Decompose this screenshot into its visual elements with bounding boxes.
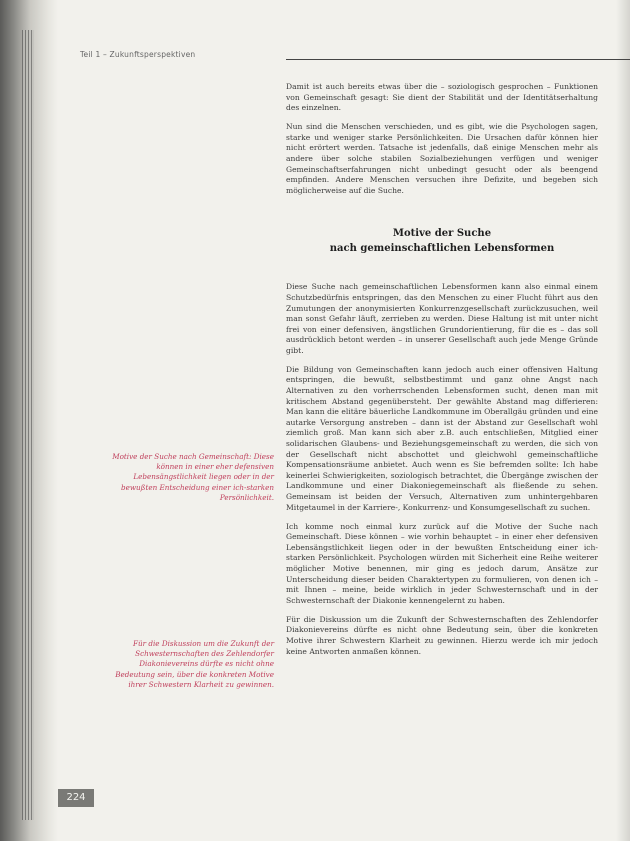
running-title: Teil 1 – Zukunftsperspektiven (80, 50, 196, 59)
section-heading-line-2: nach gemeinschaftlichen Lebensformen (329, 243, 555, 255)
running-header (80, 50, 600, 62)
margin-note-2: Für die Diskussion um die Zukunft der Schwesternschaften des Zehlendorfer Diakonievereins dürfte es nicht ohne Bedeutung sein, über die konkreten Motive ihrer Schwestern Klarheit zu gewinnen. (115, 639, 274, 689)
margin-note-1: Motive der Suche nach Gemeinschaft: Diese können in einer eher defensiven Lebensängstlichkeit liegen oder in der bewußten Entscheidung einer ich-starken Persönlichkeit. (112, 452, 274, 502)
page-edge-shadow (616, 0, 630, 841)
main-text-column (286, 82, 598, 665)
header-rule (286, 59, 630, 60)
body-paragraph: Ich komme noch einmal kurz zurück auf die Motive der Suche nach Gemeinschaft. Diese können – wie vorhin behauptet – in einer eher defensiven Lebensängstlichkeit liegen oder in der bewußten Entscheidung einer ich-starken Persönlichkeit. Psychologen würden mit Sicherheit eine Reihe weiterer möglicher Motive benennen, mir ging es jedoch darum, Ansätze zur Unterscheidung dieser beiden Charaktertypen zu formulieren, von denen ich – mit Ihnen – meine, beide wirklich in jeder Schwesternschaft und in der Schwesternschaft der Diakonie kennengelernt zu haben. (286, 521, 598, 605)
body-paragraph: Für die Diskussion um die Zukunft der Schwesternschaften des Zehlendorfer Diakonievereins dürfte es nicht ohne Bedeutung sein, über die konkreten Motive ihrer Schwestern Klarheit zu gewinnen. Hierzu werde ich mir jedoch keine Antworten anmaßen können. (286, 614, 598, 656)
page-number: 224 (58, 789, 94, 807)
body-paragraph: Damit ist auch bereits etwas über die – soziologisch gesprochen – Funktionen von Gemeinschaft gesagt: Sie dient der Stabilität und der Identitätserhaltung des einzelnen. (286, 82, 598, 113)
body-paragraph: Diese Suche nach gemeinschaftlichen Lebensformen kann also einmal einem Schutzbedürfnis entspringen, das den Menschen zu einer Flucht führt aus den Zumutungen der anonymisierten Konkurrenzgesellschaft zurückzusuchen, weil man sonst Gefahr läuft, zerrieben zu werden. Diese Haltung ist mit unter nicht frei von einer defensiven, ängstlichen Grundorientierung, für die es – das soll ausdrücklich betont werden – in unserer Gesellschaft auch jede Menge Gründe gibt. (286, 282, 598, 355)
section-heading (286, 226, 598, 256)
section-heading-line-1: Motive der Suche (392, 228, 492, 240)
body-paragraph: Die Bildung von Gemeinschaften kann jedoch auch einer offensiven Haltung entspringen, die bewußt, selbstbestimmt und ganz ohne Angst nach Alternativen zu den vorherrschenden Lebensformen sucht, denen man mit kritischem Abstand gegenübersteht. Der gewählte Abstand mag differieren: Man kann die elitäre bäuerliche Landkommune im Oberallgäu gründen und eine autarke Versorgung anstreben – dann ist der Abstand zur Gesellschaft wohl ziemlich groß. Man kann sich aber z.B. auch entschließen, Mitglied einer solidarischen Glaubens- und Beziehungsgemeinschaft zu werden, die sich von der Gesellschaft nicht abschottet und gleichwohl gemeinschaftliche Kompensationsräume anbietet. Auch wenn es Sie befremden sollte: Ich habe keinerlei Schwierigkeiten, soziologisch betrachtet, die Übergänge zwischen der Landkommune und einer Diakoniegemeinschaft als fließende zu sehen. Gemeinsam ist beiden der Versuch, Alternativen zum unhintergehbaren Mitgetaumel in der Karriere-, Konkurrenz- und Konsumgesellschaft zu suchen. (286, 364, 598, 512)
page-edges (22, 30, 34, 820)
body-paragraph: Nun sind die Menschen verschieden, und es gibt, wie die Psychologen sagen, starke und weniger starke Persönlichkeiten. Die Ursachen dafür können hier nicht erörtert werden. Tatsache ist jedenfalls, daß einige Menschen mehr als andere über solche stabilen Sozialbeziehungen verfügen und weniger Gemeinschaftserfahrungen nicht unbedingt gesucht oder als beengend empfinden. Andere Menschen versuchen ihre Defizite, und begeben sich möglicherweise auf die Suche. (286, 122, 598, 195)
